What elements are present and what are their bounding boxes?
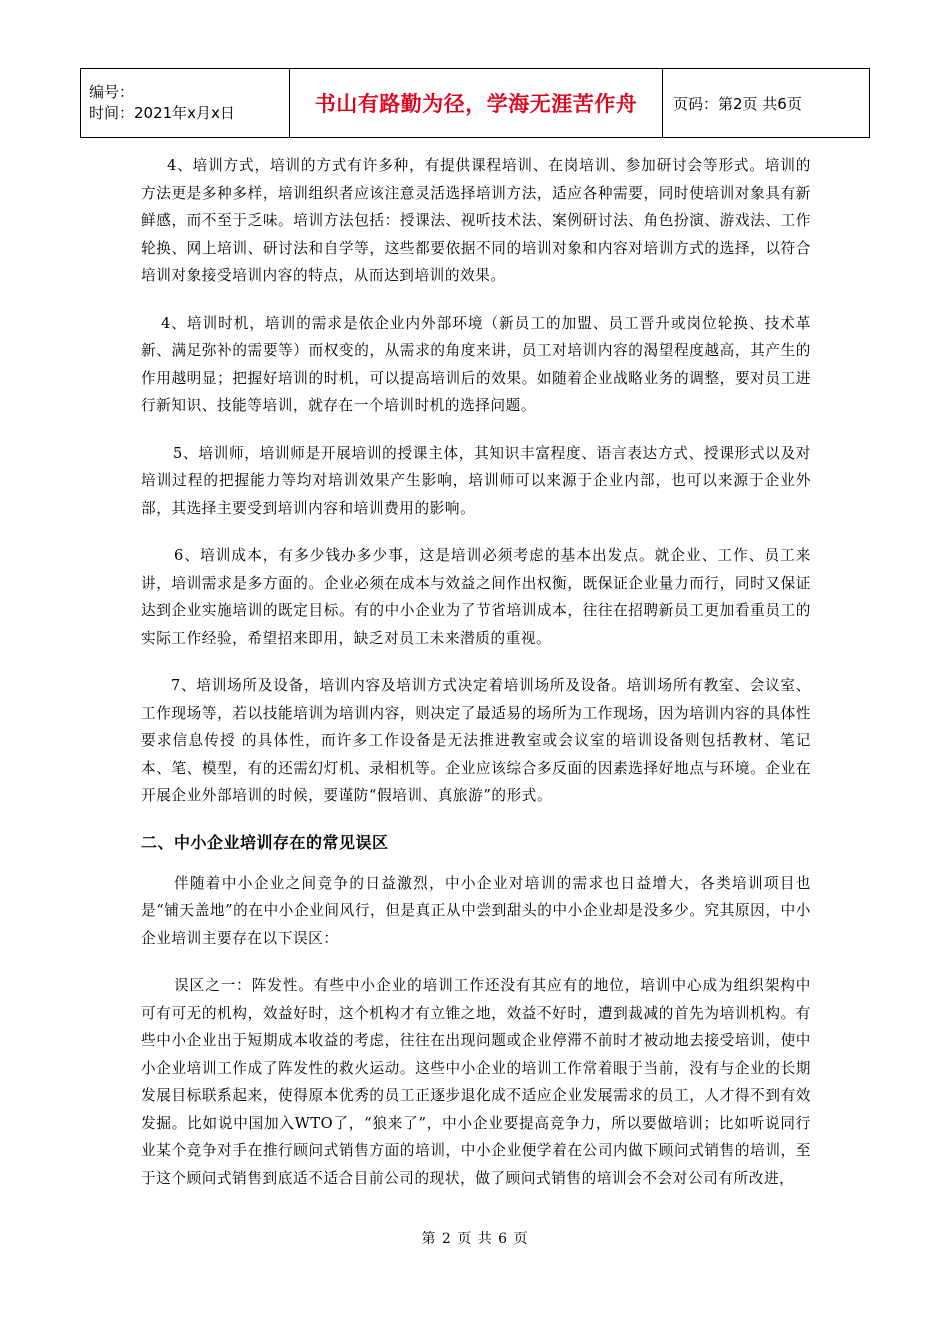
header-left-cell — [81, 69, 290, 138]
document-number-label: 编号： — [89, 83, 135, 101]
paragraph-misconception-one: 误区之一：阵发性。有些中小企业的培训工作还没有其应有的地位，培训中心成为组织架构中可有可无的机构，效益好时，这个机构才有立锥之地，效益不好时，遭到裁减的首先为培训机构。有些中小企业出于短期成本收益的考虑，往往在出现问题或企业停滞不前时才被动地去接受培训，使中小企业培训工作成了阵发性的救火运动。这些中小企业的培训工作常着眼于当前，没有与企业的长期发展目标联系起来，使得原本优秀的员工正逐步退化成不适应企业发展需求的员工，人才得不到有效发掘。比如说中国加入WTO了，“狼来了”，中小企业要提高竞争力，所以要做培训；比如听说同行业某个竞争对手在推行顾问式销售方面的培训，中小企业便学着在公司内做下顾问式销售的培训，至于这个顾问式销售到底适不适合目前公司的现状，做了顾问式销售的培训会不会对公司有所改进， — [141, 977, 811, 1187]
header-table — [80, 68, 870, 138]
document-body — [141, 152, 811, 1212]
page-footer: 第 2 页 共 6 页 — [421, 1231, 529, 1247]
paragraph-training-cost: 6、培训成本，有多少钱办多少事，这是培训必须考虑的基本出发点。就企业、工作、员工来讲，培训需求是多方面的。企业必须在成本与效益之间作出权衡，既保证企业量力而行，同时又保证达到企业实施培训的既定目标。有的中小企业为了节省培训成本，往往在招聘新员工更加看重员工的实际工作经验，希望招来即用，缺乏对员工未来潜质的重视。 — [141, 547, 811, 647]
section-heading: 二、中小企业培训存在的常见误区 — [141, 832, 389, 852]
paragraph-trainer: 5、培训师，培训师是开展培训的授课主体，其知识丰富程度、语言表达方式、授课形式以及对培训过程的把握能力等均对培训效果产生影响，培训师可以来源于企业内部，也可以来源于企业外部，其选择主要受到培训内容和培训费用的影响。 — [141, 444, 811, 517]
header-motto-cell — [290, 69, 663, 138]
paragraph-training-venue: 7、培训场所及设备，培训内容及培训方式决定着培训场所及设备。培训场所有教室、会议室、工作现场等，若以技能培训为培训内容，则决定了最适易的场所为工作现场，因为培训内容的具体性要求信息传授 的具体性，而许多工作设备是无法推进教室或会议室的培训设备则包括教材、笔记本、笔、模型，有的还需幻灯机、录相机等。企业应该综合多反面的因素选择好地点与环境。企业在开展企业外部培训的时候，要谨防“假培训、真旅游”的形式。 — [141, 677, 811, 804]
paragraph-section-intro: 伴随着中小企业之间竞争的日益激烈，中小企业对培训的需求也日益增大，各类培训项目也是“铺天盖地”的在中小企业间风行，但是真正从中尝到甜头的中小企业却是没多少。究其原因，中小企业培训主要存在以下误区： — [141, 874, 811, 947]
header-motto: 书山有路勤为径，学海无涯苦作舟 — [314, 92, 638, 116]
paragraph-training-timing: 4、培训时机，培训的需求是依企业内外部环境（新员工的加盟、员工晋升或岗位轮换、技术革新、满足弥补的需要等）而权变的，从需求的角度来讲，员工对培训内容的渴望程度越高，其产生的作用越明显；把握好培训的时机，可以提高培训后的效果。如随着企业战略业务的调整，要对员工进行新知识、技能等培训，就存在一个培训时机的选择问题。 — [141, 314, 811, 414]
document-date-label: 时间：2021年x月x日 — [89, 104, 235, 122]
header-page-info: 页码：第2页 共6页 — [663, 69, 870, 138]
paragraph-training-methods: 4、培训方式，培训的方式有许多种，有提供课程培训、在岗培训、参加研讨会等形式。培训的方法更是多种多样，培训组织者应该注意灵活选择培训方法，适应各种需要，同时使培训对象具有新鲜感，而不至于乏味。培训方法包括：授课法、视听技术法、案例研讨法、角色扮演、游戏法、工作轮换、网上培训、研讨法和自学等，这些都要依据不同的培训对象和内容对培训方式的选择，以符合培训对象接受培训内容的特点，从而达到培训的效果。 — [141, 157, 811, 284]
